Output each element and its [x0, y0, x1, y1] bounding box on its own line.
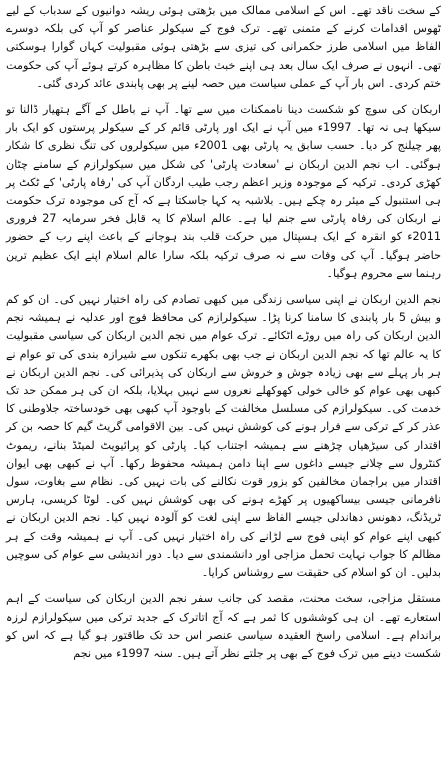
article-paragraph: نجم الدین اربکان نے اپنی سیاسی زندگی میں کبھی تصادم کی راہ اختیار نہیں کی۔ ان کو کم و بیش 5 بار پابندی کا سامنا کرنا پڑا۔ سیکولرازم کی محافظ فوج اور عدلیہ نے ہمیشہ نجم الدین اربکان کی راہ میں روڑے اٹکائے۔ ترک عوام میں نجم الدین اربکان کی سیاسی مقبولیت کا یہ عالم تھا کہ نجم الدین اربکان نے جب بھی بکھرے تنکوں سے شیرازہ بندی کی تو عوام نے ہر بار پہلے سے بھی زیادہ جوش و خروش سے اربکان کی پذیرائی کی۔ نجم الدین اربکان نے کبھی بھی عوام کو خالی خولی کھوکھلے نعروں سے نہیں بہلایا، بلکہ ان کی ہر ممکن حد تک خدمت کی۔ سیکولرازم کی مسلسل مخالفت کے باوجود آپ کبھی بھی خودساختہ جلاوطنی کا عذر کر کے ترکی سے فرار ہونے کی کوشش نہیں کی۔ بین الاقوامی گریٹ گیم کا حصہ بن کر اقتدار کی سیڑھیاں چڑھنے سے ہمیشہ اجتناب کیا۔ پارٹی کو پرائیویٹ لمیٹڈ بنانے، ریموٹ کنٹرول سے چلانے جیسے داغوں سے اپنا دامن ہمیشہ محفوظ رکھا۔ آپ نے کبھی بھی ایوان اقتدار میں براجمان مخالفین کو بزور قوت نکالنے کی بات نہیں کی۔ نظام سے بغاوت، سول نافرمانی جیسی بیساکھیوں پر کھڑے ہونے کی بھی کوشش نہیں کی۔ لوٹا کریسی، ہارس ٹریڈنگ، دھونس دھاندلی جیسے الفاظ سے اپنی لغت کو آلودہ نہیں کیا۔ نجم الدین اربکان نے کبھی اپنے عوام کو اپنی فوج سے لڑانے کی راہ اختیار نہیں کی۔ آپ نے ہمیشہ وقت کے ہر مظالم کا جواب نہایت تحمل مزاجی اور دانشمندی سے دیا۔ دور اندیشی سے عوام کی سوچیں بدلیں۔ ان کو اسلام کی حقیقت سے روشناس کرایا۔: [6, 293, 441, 580]
article-paragraph: مستقل مزاجی، سخت محنت، مقصد کی جانب سفر نجم الدین اربکان کی سیاست کے اہم استعارے تھے۔ ان ہی کوششوں کا ثمر ہے کہ آج اتاترک کے جدید ترکی میں سیکولرازم لرزہ براندام ہے۔ اسلامی راسخ العقیدہ سیاسی عنصر اس حد تک طاقتور ہو گیا ہے کہ اس کو شکست دینے میں ترک فوج کے بھی پر جلتے نظر آتے ہیں۔ سنہ 1997ء میں نجم: [6, 592, 441, 660]
article-paragraph: اربکان کی سوچ کو شکست دینا ناممکنات میں سے تھا۔ آپ نے باطل کے آگے ہتھیار ڈالنا تو سیکھا ہی نہ تھا۔ 1997ء میں آپ نے ایک اور پارٹی قائم کر کے سیکولر پرستوں کو ایک بار پھر چیلنج کر دیا۔ حسب سابق یہ پارٹی بھی 2001ء میں سیکولروں کی تنگ نظری کا شکار ہوگئی۔ اب نجم الدین اربکان نے 'سعادت پارٹی' کی شکل میں سیکولرازم کے سامنے چٹان کھڑی کردی۔ ترکیہ کے موجودہ وزیر اعظم رجب طیب اردگان آپ کی 'رفاہ پارٹی' کے ٹکٹ پر ہی استنبول کے میئر رہ چکے ہیں۔ بلاشبہ یہ کہا جاسکتا ہے کہ آج کی موجودہ ترک حکومت نے اربکان کی رفاہ پارٹی سے جنم لیا ہے۔ عالم اسلام کا یہ قابل فخر سرمایہ 27 فروری 2011ء کو انقرہ کے ایک ہسپتال میں حرکت قلب بند ہوجانے کے باعث اپنے رب کے حضور حاضر ہوگیا۔ آپ کی وفات سے نہ صرف ترکیہ بلکہ سارا عالم اسلام اپنے ایک عظیم ترین رہنما سے محروم ہوگیا۔: [6, 103, 441, 280]
article-paragraph: کے سخت ناقد تھے۔ اس کے اسلامی ممالک میں بڑھتی ہوئی ریشہ دوانیوں کے سدباب کے لیے ٹھوس اقدامات کرنے کے متمنی تھے۔ ترک فوج کے سیکولر عناصر کو آپ کی بلکہ دوسرے الفاظ میں اسلامی طرز حکمرانی کی تیزی سے بڑھتی ہوئی مقبولیت کہاں گوارا ہوسکتی تھی۔ انہوں نے صرف ایک سال بعد ہی اپنے خبث باطن کا مظاہرہ کرتے ہوئے آپ کی حکومت ختم کردی۔ اس بار آپ کے عملی سیاست میں حصہ لینے پر بھی پابندی عائد کردی گئی۔: [6, 4, 441, 90]
